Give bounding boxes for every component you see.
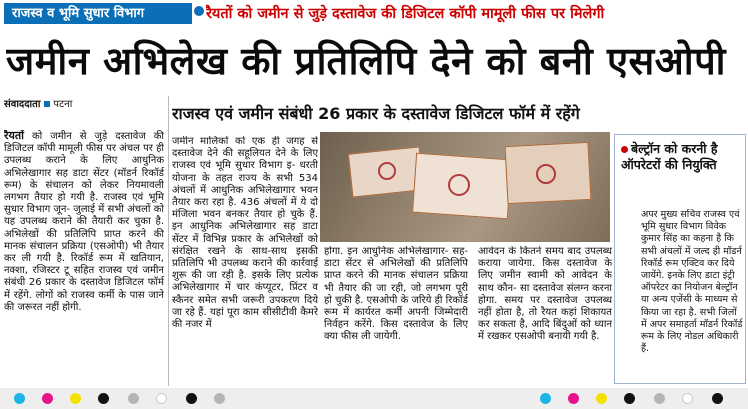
main-headline: जमीन अभिलेख की प्रतिलिपि देने को बनी एसओपी [6, 39, 727, 83]
yellow-registration-mark [596, 393, 607, 404]
cyan-registration-mark [540, 393, 551, 404]
stamp-mark [536, 164, 556, 184]
black-registration-mark [712, 393, 723, 404]
cyan-registration-mark [14, 393, 25, 404]
kicker-headline: रैयतों को जमीन से जुड़े दस्तावेज की डिजिटल कॉपी मामूली फीस पर मिलेगी [206, 6, 605, 22]
grey-registration-mark [128, 393, 139, 404]
magenta-registration-mark [42, 393, 53, 404]
sidebar-heading [621, 141, 741, 201]
top-band [0, 0, 748, 26]
byline-reporter: संवाददाता [4, 99, 41, 110]
black-registration-mark [624, 393, 635, 404]
yellow-registration-mark [70, 393, 81, 404]
column-divider [168, 96, 169, 386]
white-registration-mark [682, 393, 693, 404]
location-pin-icon [44, 101, 50, 107]
sidebar-body: अपर मुख्य सचिव राजस्व एवं भूमि सुधार विभाग विवेक कुमार सिंह का कहना है कि सभी अंचलों में जल्द ही मॉडर्न रिकॉर्ड रूम एक्टिव कर दिये जायेंगे. इनके लिए डाटा इंट्री ऑपरेटर का नियोजन बेल्ट्रॉन या अन्य एजेंसी के माध्यम से किया जा रहा है. सभी जिलों में अपर समाहर्ता मॉडर्न रिकॉर्ड रूम के लिए नोडल अधिकारी हैं. [641, 209, 743, 355]
article-column-1-text: को जमीन से जुड़े दस्तावेज की डिजिटल कॉपी मामूली फीस पर अंचल पर ही उपलब्ध कराने के लिए आधुनिक अभिलेखागार सह डाटा सेंटर (मॉडर्न रिकॉर्ड रूम) के संचालन को लेकर नियमावली लगभग तैयार हो गयी है. राजस्व एवं भूमि सुधार विभाग जून- जुलाई में सभी अंचलों को यह उपलब्ध कराने की तैयारी कर चुका है. अभिलेखों की प्रतिलिपि प्राप्त करने की मानक संचालन प्रक्रिया (एसओपी) भी तैयार कर ली गयी है. रिकॉर्ड रूम में खतियान, नक्शा, रजिस्टर टू सहित राजस्व एवं जमीन संबंधी 26 प्रकार के दस्तावेज डिजिटल फॉर्म में रहेंगे. लोगों को राजस्व कर्मी के पास जाने की जरूरत नहीं होगी. [4, 131, 164, 313]
article-column-1 [4, 130, 164, 376]
black-registration-mark [186, 393, 197, 404]
article-column-4: आवेदन के कितने समय बाद उपलब्ध कराया जायेगा. किस दस्तावेज के लिए जमीन स्वामी को आवेदन के साथ कौन- सा दस्तावेज संलग्न करना होगा. समय पर दस्तावेज उपलब्ध नहीं होता है, तो रैयत कहां शिकायत कर सकता है, आदि बिंदुओं को ध्यान में रखकर एसओपी बनायी गयी है. [478, 246, 612, 343]
white-registration-mark [156, 393, 167, 404]
byline-place: पटना [53, 99, 73, 110]
section-tag: राजस्व व भूमि सुधार विभाग [4, 3, 192, 24]
article-column-3: होगा. इन आधुनिक अभिलेखागार- सह-डाटा सेंटर से अभिलेखों की प्रतिलिपि प्राप्त करने की मानक संचालन प्रक्रिया भी तैयार की जा रही, जो लगभग पूरी हो चुकी है. एसओपी के जरिये ही रिकॉर्ड रूम में कार्यरत कर्मी अपनी जिम्मेदारी निर्वहन करेंगे. किस दस्तावेज के लिए क्या फीस ली जायेगी. [324, 246, 468, 343]
stamp-mark [448, 174, 470, 196]
sidebar-heading-text: बेल्ट्रॉन को करनी है ऑपरेटरों की नियुक्ति [621, 141, 718, 172]
sidebar-box [614, 134, 746, 384]
black-registration-mark [98, 393, 109, 404]
article-column-2: जमीन मालिकों को एक ही जगह से दस्तावेज देने की सहूलियत देने के लिए राजस्व एवं भूमि सुधार विभाग इ- धरती योजना के तहत राज्य के सभी 534 अंचलों में आधुनिक अभिलेखागार भवन तैयार करा रहा है. 436 अंचलों में ये दो मंजिला भवन बनकर तैयार हो चुके हैं. इन आधुनिक अभिलेखागार सह डाटा सेंटर में विभिन्न प्रकार के अभिलेखों को संरक्षित रखने के साथ-साथ इसकी प्रतिलिपि भी उपलब्ध कराने की कार्रवाई शुरू की जा रही है. इसके लिए प्रत्येक अभिलेखागार में चार कंप्यूटर, प्रिंटर व स्कैनर समेत सभी जरूरी उपकरण दिये जा रहे हैं. यहां पूरा काम सीसीटीवी कैमरे की नजर में [172, 136, 318, 331]
grey-registration-mark [654, 393, 665, 404]
byline [4, 98, 72, 112]
documents-photo [320, 132, 610, 242]
stamp-mark [378, 162, 396, 180]
print-registration-strip [0, 388, 748, 409]
article-lead-word: रैयतों [4, 130, 24, 142]
bullet-icon [194, 6, 204, 16]
magenta-registration-mark [568, 393, 579, 404]
subheadline: राजस्व एवं जमीन संबंधी 26 प्रकार के दस्तावेज डिजिटल फॉर्म में रहेंगे [172, 104, 580, 123]
grey-registration-mark [214, 393, 225, 404]
bullet-icon [621, 146, 628, 153]
